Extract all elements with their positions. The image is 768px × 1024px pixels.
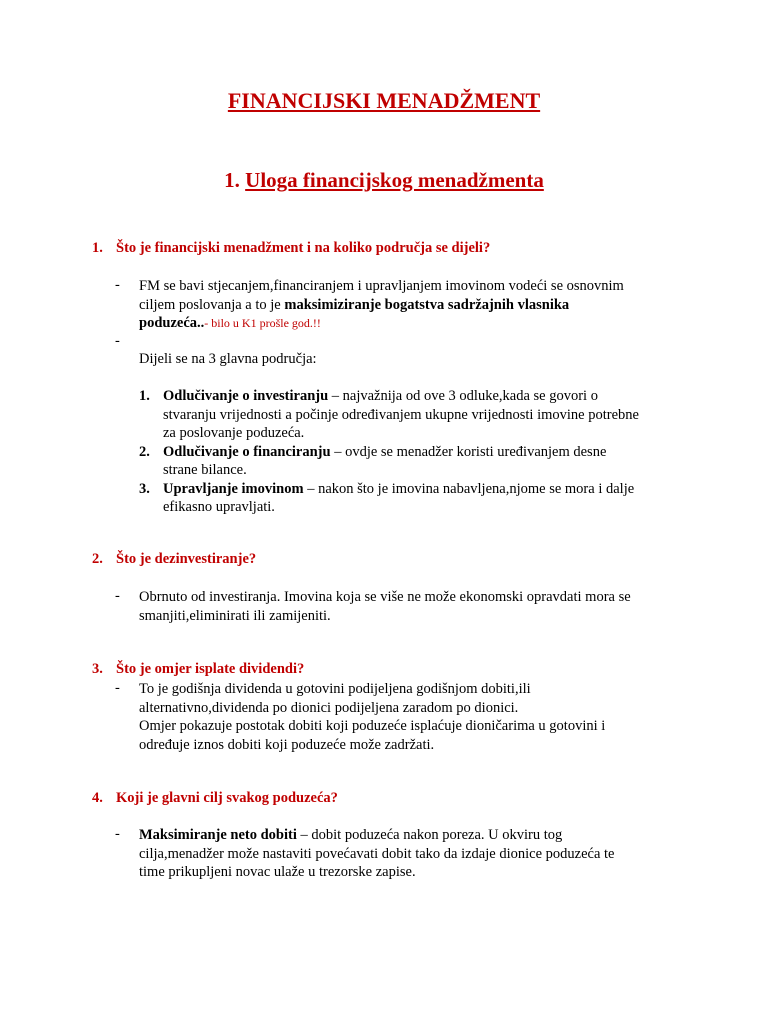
answer-3-paragraph [139,680,679,754]
question-number: 2. [92,551,103,567]
answer-line [139,296,679,315]
list-item-text: stvaranju vrijednosti a počinje određivanjem ukupne vrijednosti imovine potrebne [163,406,639,423]
list-item [139,443,679,480]
question-text: Koji je glavni cilj svakog poduzeća? [116,790,338,806]
section-heading [0,168,768,193]
exam-note: - bilo u K1 prošle god.!! [204,316,321,330]
bullet-dash: - [115,588,120,604]
answer-line: Obrnuto od investiranja. Imovina koja se više ne može ekonomski opravdati mora se [139,589,631,605]
question-text: Što je financijski menadžment i na koliko područja se dijeli? [116,240,491,256]
list-item [139,480,679,517]
question-3 [92,661,304,678]
question-number: 4. [92,790,103,806]
document-title: FINANCIJSKI MENADŽMENT [227,88,541,113]
list-item-text: efikasno upravljati. [163,499,275,515]
list-item-text: strane bilance. [163,462,247,478]
list-item-number: 3. [139,480,150,497]
list-item-text: – najvažnija od ove 3 odluke,kada se govori o [328,388,598,404]
question-number: 3. [92,661,103,677]
question-2 [92,551,256,568]
answer-bold-text: Maksimiranje neto dobiti [139,827,297,843]
section-heading-text: Uloga financijskog menadžmenta [245,168,544,192]
section-heading-number: 1. [224,168,240,192]
list-item [139,387,679,443]
answer-line: To je godišnja dividenda u gotovini podijeljena godišnjom dobiti,ili [139,681,531,697]
answer-bold-text: poduzeća.. [139,315,205,331]
answer-line: alternativno,dividenda po dionici podijeljena zaradom po dionici. [139,699,519,716]
answer-text: – dobit poduzeća nakon poreza. U okviru tog [296,827,563,843]
answer-1-paragraph [139,277,679,333]
answer-line: smanjiti,eliminirati ili zamijeniti. [139,607,331,624]
answer-line: određuje iznos dobiti koji poduzeće može zadržati. [139,736,435,753]
answer-text: ciljem poslovanja a to je [139,296,285,313]
answer-line: FM se bavi stjecanjem,financiranjem i upravljanjem imovinom vodeći se osnovnim [139,278,624,294]
answer-1-areas-intro: Dijeli se na 3 glavna područja: [139,351,317,367]
list-item-title: Odlučivanje o financiranju [163,443,331,460]
list-item-text: za poslovanje poduzeća. [163,425,305,441]
list-item-text: – nakon što je imovina nabavljena,njome se mora i dalje [303,480,635,497]
bullet-dash: - [115,826,120,842]
answer-line: time prikupljeni novac ulaže u trezorske zapise. [139,864,416,880]
answer-line: Omjer pokazuje postotak dobiti koji poduzeće isplaćuje dioničarima u gotovini i [139,718,606,734]
areas-list [139,387,679,517]
answer-line [139,826,679,845]
question-text: Što je omjer isplate dividendi? [116,661,305,677]
list-item-title: Upravljanje imovinom [163,480,304,497]
question-4 [92,790,338,807]
answer-line [139,314,679,333]
answer-line: cilja,menadžer može nastaviti povećavati dobit tako da izdaje dionice poduzeća te [139,845,615,862]
answer-2-paragraph [139,588,679,625]
list-item-number: 1. [139,388,150,404]
bullet-dash: - [115,333,120,349]
answer-bold-text: maksimiziranje bogatstva sadržajnih vlasnika [284,296,570,313]
question-1 [92,240,490,257]
list-item-text: – ovdje se menadžer koristi uređivanjem desne [330,443,607,460]
question-number: 1. [92,240,103,256]
list-item-number: 2. [139,443,150,460]
question-text: Što je dezinvestiranje? [116,551,257,567]
answer-4-paragraph [139,826,679,882]
bullet-dash: - [115,277,120,293]
bullet-dash: - [115,680,120,696]
list-item-title: Odlučivanje o investiranju [163,388,329,404]
